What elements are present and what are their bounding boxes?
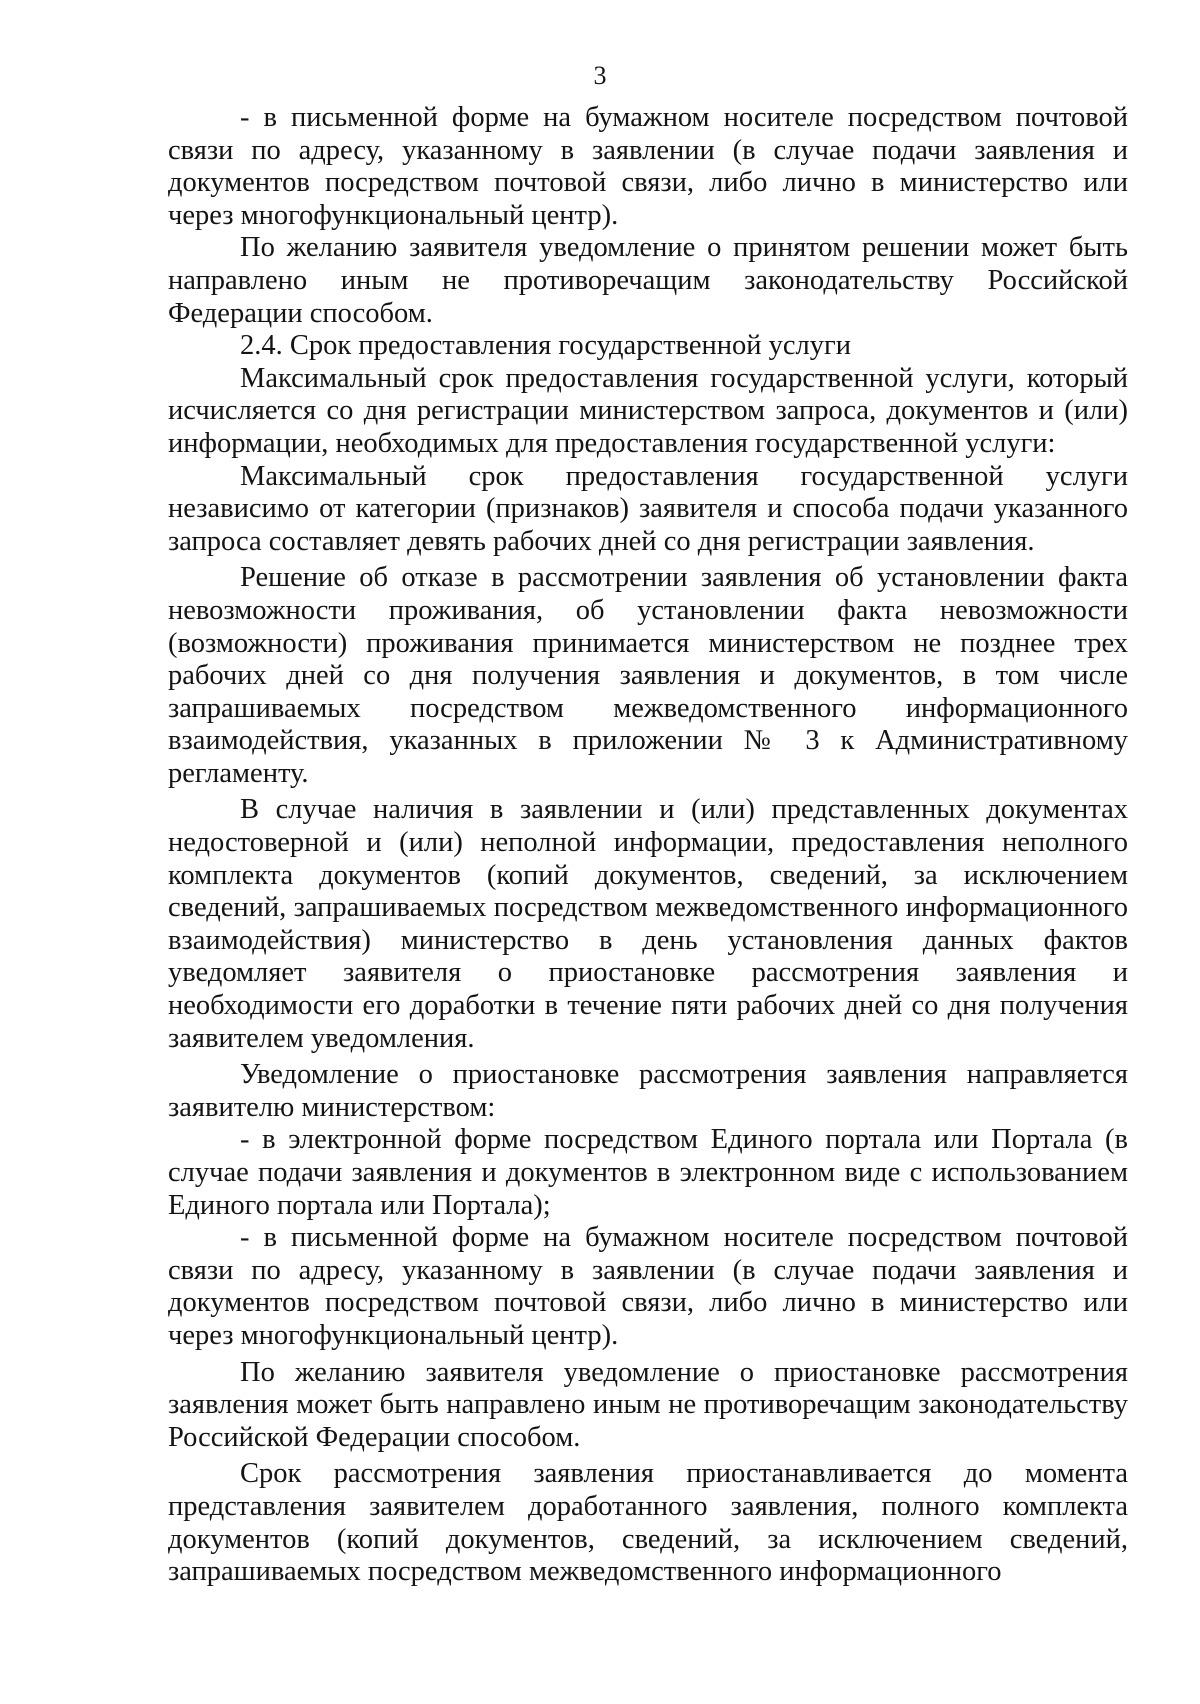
paragraph-nine-days: Максимальный срок предоставления государственной услуги независимо от категории (признаков) заявителя и способа подачи указанного запроса составляет девять рабочих дней со дня регистрации заявления. xyxy=(168,460,1128,557)
paragraph-suspension-term: Срок рассмотрения заявления приостанавливается до момента представления заявителем доработанного заявления, полного комплекта документов (копий документов, сведений, за исключением сведений, запрашиваемых посредством межведомственного информационного xyxy=(168,1458,1128,1588)
page-number: 3 xyxy=(593,61,607,90)
paragraph-suspension-other-method: По желанию заявителя уведомление о приостановке рассмотрения заявления может быть направлено иным не противоречащим законодательству Российской Федерации способом. xyxy=(168,1356,1128,1453)
document-body xyxy=(168,102,1128,1589)
paragraph-refusal-decision: Решение об отказе в рассмотрении заявления об установлении факта невозможности проживания, об установлении факта невозможности (возможности) проживания принимается министерством не позднее трех рабочих дней со дня получения заявления и документов, в том числе запрашиваемых посредством межведомственного информационного взаимодействия, указанных в приложении № 3 к Административному регламенту. xyxy=(168,562,1128,789)
section-heading-2-4: 2.4. Срок предоставления государственной услуги xyxy=(240,330,851,362)
paragraph-paper-form: - в письменной форме на бумажном носителе посредством почтовой связи по адресу, указанному в заявлении (в случае подачи заявления и документов посредством почтовой связи, либо лично в министерство или через многофункциональный центр). xyxy=(168,1222,1128,1351)
paragraph-other-method: По желанию заявителя уведомление о принятом решении может быть направлено иным не противоречащим законодательству Российской Федерации способом. xyxy=(168,232,1128,329)
paragraph-incomplete-info: В случае наличия в заявлении и (или) представленных документах недостоверной и (или) неполной информации, предоставления неполного комплекта документов (копий документов, сведений, за исключением сведений, запрашиваемых посредством межведомственного информационного взаимодействия) министерство в день установления данных фактов уведомляет заявителя о приостановке рассмотрения заявления и необходимости его доработки в течение пяти рабочих дней со дня получения заявителем уведомления. xyxy=(168,794,1128,1054)
paragraph-max-term: Максимальный срок предоставления государственной услуги, который исчисляется со дня регистрации министерством запроса, документов и (или) информации, необходимых для предоставления государственной услуги: xyxy=(168,362,1128,459)
paragraph-suspension-notice: Уведомление о приостановке рассмотрения заявления направляется заявителю министерством: xyxy=(168,1059,1128,1123)
paragraph-postal-notice: - в письменной форме на бумажном носителе посредством почтовой связи по адресу, указанному в заявлении (в случае подачи заявления и документов посредством почтовой связи, либо лично в министерство или через многофункциональный центр). xyxy=(168,102,1128,231)
paragraph-electronic-form: - в электронной форме посредством Единого портала или Портала (в случае подачи заявления и документов в электронном виде с использованием Единого портала или Портала); xyxy=(168,1124,1128,1221)
